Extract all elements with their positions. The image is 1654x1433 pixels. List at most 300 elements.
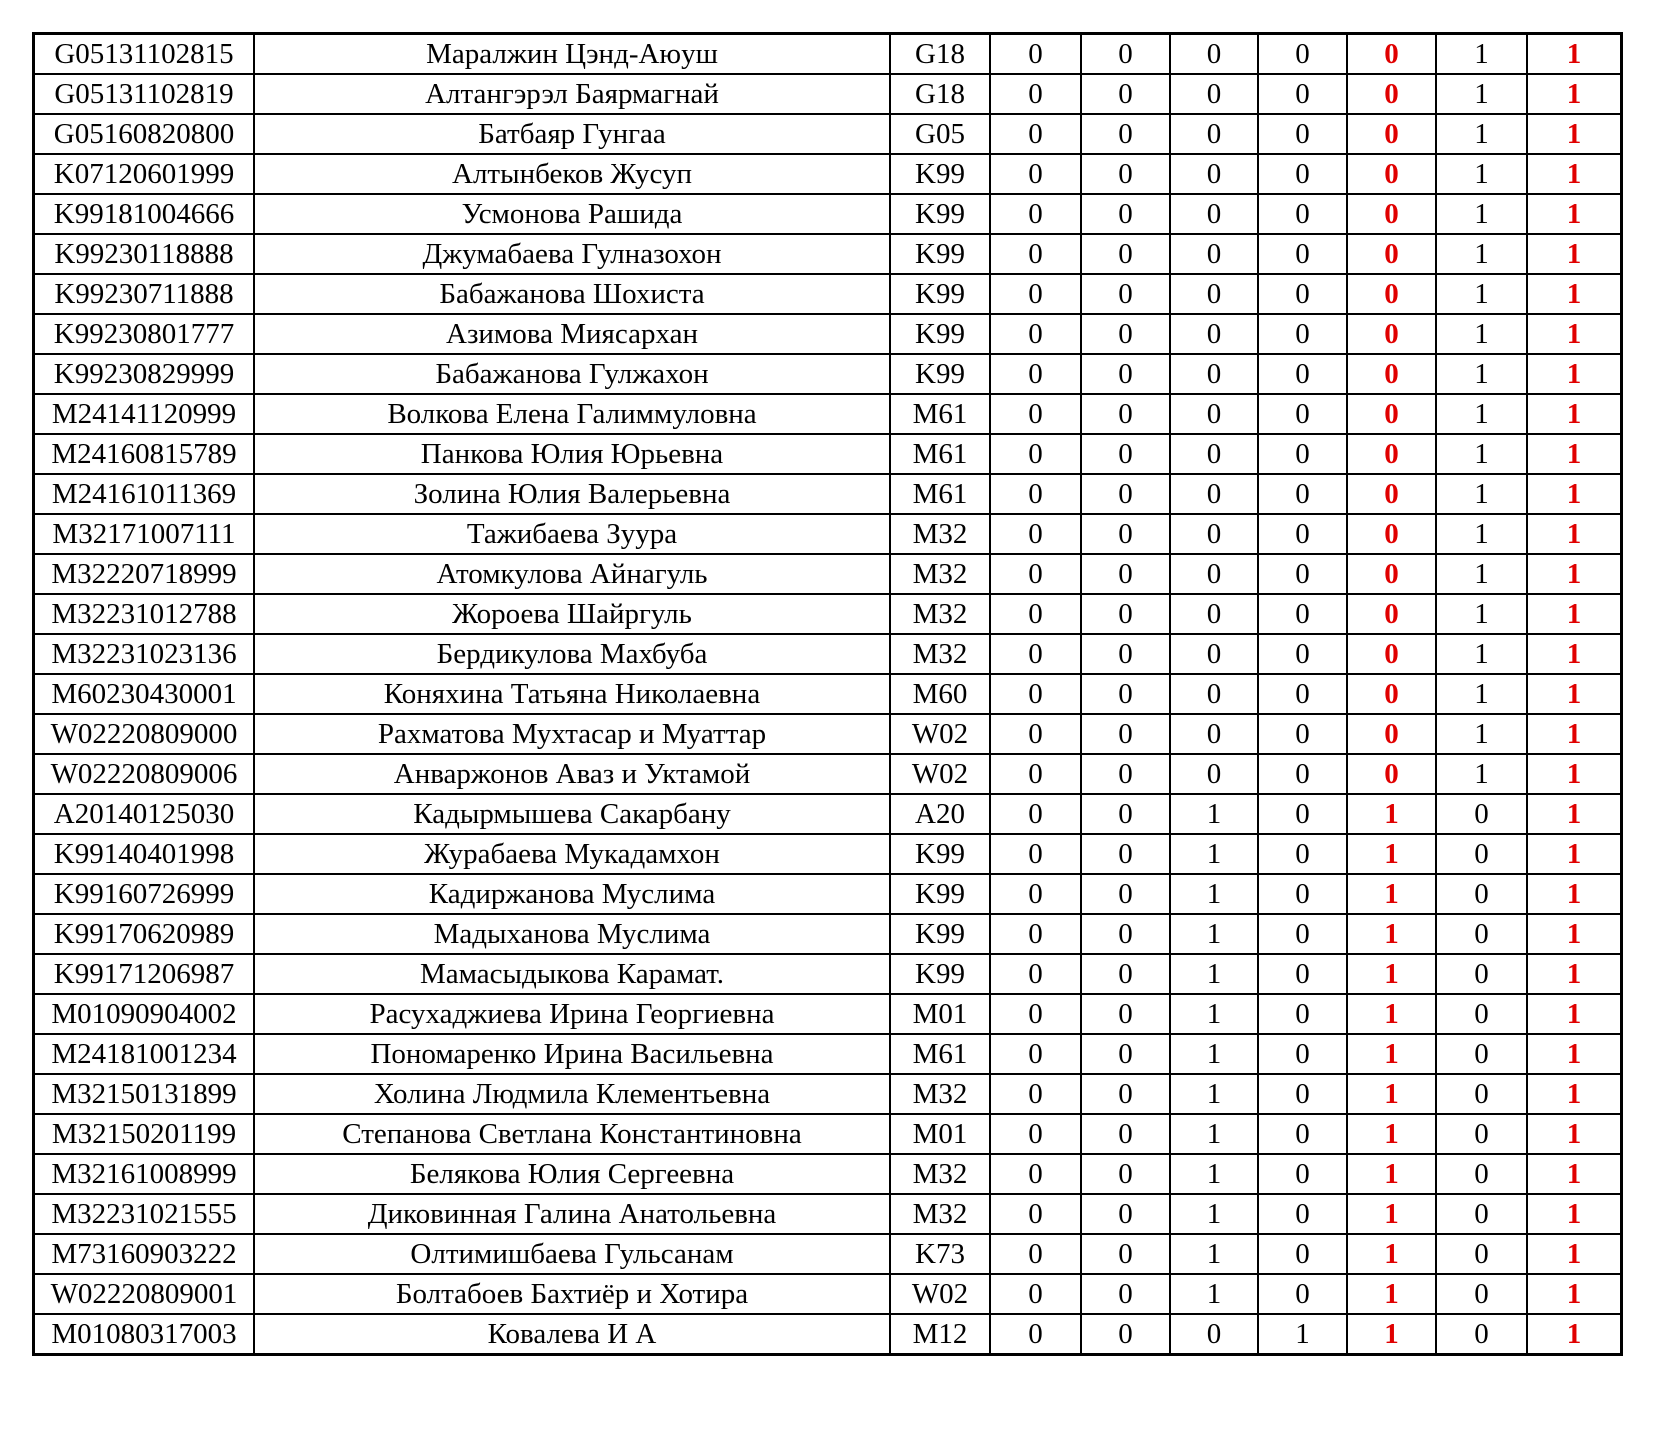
cell-value-5: 0 [1436,954,1527,994]
cell-sum-2: 1 [1527,594,1622,634]
cell-value-2: 0 [1081,114,1170,154]
cell-sum-1: 0 [1347,474,1436,514]
cell-sum-1: 1 [1347,1034,1436,1074]
cell-value-3: 1 [1170,794,1258,834]
cell-name: Кадырмышева Сакарбану [254,794,890,834]
cell-value-1: 0 [990,754,1081,794]
cell-sum-1: 1 [1347,1194,1436,1234]
cell-value-5: 1 [1436,514,1527,554]
cell-value-1: 0 [990,354,1081,394]
results-table [32,32,1623,1356]
table-row [34,514,1622,554]
cell-code: G05131102819 [34,74,255,114]
cell-value-3: 0 [1170,434,1258,474]
cell-code: M24141120999 [34,394,255,434]
table-row [34,1154,1622,1194]
cell-sum-1: 1 [1347,994,1436,1034]
cell-group: K99 [890,154,990,194]
table-row [34,1034,1622,1074]
cell-sum-2: 1 [1527,74,1622,114]
cell-value-4: 0 [1258,1074,1347,1114]
cell-value-1: 0 [990,514,1081,554]
cell-name: Усмонова Рашида [254,194,890,234]
cell-name: Коняхина Татьяна Николаевна [254,674,890,714]
cell-name: Жороева Шайргуль [254,594,890,634]
cell-value-2: 0 [1081,474,1170,514]
cell-value-2: 0 [1081,1034,1170,1074]
cell-value-3: 0 [1170,194,1258,234]
cell-sum-2: 1 [1527,154,1622,194]
cell-group: A20 [890,794,990,834]
cell-name: Бердикулова Махбуба [254,634,890,674]
cell-value-2: 0 [1081,234,1170,274]
cell-group: M32 [890,554,990,594]
cell-value-5: 0 [1436,1234,1527,1274]
cell-code: K99230829999 [34,354,255,394]
table-row [34,34,1622,75]
cell-name: Панкова Юлия Юрьевна [254,434,890,474]
cell-value-2: 0 [1081,274,1170,314]
cell-value-2: 0 [1081,1114,1170,1154]
cell-sum-1: 0 [1347,74,1436,114]
cell-group: M32 [890,1194,990,1234]
cell-value-4: 0 [1258,34,1347,75]
cell-value-4: 0 [1258,394,1347,434]
cell-value-4: 0 [1258,1114,1347,1154]
cell-name: Джумабаева Гулназохон [254,234,890,274]
cell-group: K99 [890,354,990,394]
cell-sum-1: 0 [1347,674,1436,714]
cell-name: Анваржонов Аваз и Уктамой [254,754,890,794]
cell-name: Диковинная Галина Анатольевна [254,1194,890,1234]
cell-value-4: 0 [1258,514,1347,554]
cell-sum-1: 0 [1347,194,1436,234]
table-row [34,154,1622,194]
cell-value-4: 0 [1258,634,1347,674]
table-body [34,34,1622,1355]
table-row [34,234,1622,274]
cell-value-3: 1 [1170,1234,1258,1274]
cell-value-4: 0 [1258,714,1347,754]
cell-name: Степанова Светлана Константиновна [254,1114,890,1154]
cell-value-4: 0 [1258,794,1347,834]
cell-code: M60230430001 [34,674,255,714]
cell-value-5: 0 [1436,1154,1527,1194]
cell-group: M32 [890,1074,990,1114]
cell-code: W02220809006 [34,754,255,794]
cell-value-4: 0 [1258,1274,1347,1314]
cell-sum-2: 1 [1527,674,1622,714]
cell-value-2: 0 [1081,354,1170,394]
cell-value-5: 0 [1436,1074,1527,1114]
cell-group: W02 [890,754,990,794]
cell-value-2: 0 [1081,1234,1170,1274]
cell-value-1: 0 [990,1314,1081,1355]
cell-value-1: 0 [990,1154,1081,1194]
cell-value-4: 0 [1258,74,1347,114]
cell-sum-2: 1 [1527,1154,1622,1194]
table-row [34,834,1622,874]
table-row [34,314,1622,354]
table-row [34,1114,1622,1154]
cell-sum-1: 0 [1347,434,1436,474]
cell-value-1: 0 [990,154,1081,194]
table-row [34,1314,1622,1355]
cell-sum-2: 1 [1527,354,1622,394]
cell-group: M61 [890,1034,990,1074]
cell-value-2: 0 [1081,154,1170,194]
cell-name: Журабаева Мукадамхон [254,834,890,874]
cell-value-2: 0 [1081,674,1170,714]
cell-sum-2: 1 [1527,1234,1622,1274]
cell-value-2: 0 [1081,514,1170,554]
cell-value-3: 0 [1170,114,1258,154]
cell-value-1: 0 [990,634,1081,674]
cell-name: Маралжин Цэнд-Аюуш [254,34,890,75]
cell-sum-1: 0 [1347,394,1436,434]
cell-value-2: 0 [1081,1194,1170,1234]
cell-value-5: 1 [1436,154,1527,194]
cell-value-4: 0 [1258,674,1347,714]
cell-name: Бабажанова Шохиста [254,274,890,314]
cell-name: Алтынбеков Жусуп [254,154,890,194]
cell-name: Алтангэрэл Баярмагнай [254,74,890,114]
cell-value-5: 1 [1436,354,1527,394]
cell-sum-2: 1 [1527,34,1622,75]
cell-value-3: 1 [1170,914,1258,954]
cell-name: Волкова Елена Галиммуловна [254,394,890,434]
cell-value-5: 0 [1436,794,1527,834]
cell-value-4: 0 [1258,874,1347,914]
table-row [34,1274,1622,1314]
cell-value-1: 0 [990,954,1081,994]
cell-sum-1: 1 [1347,1154,1436,1194]
cell-value-5: 1 [1436,754,1527,794]
cell-value-5: 0 [1436,1114,1527,1154]
cell-code: M32231012788 [34,594,255,634]
cell-sum-1: 0 [1347,234,1436,274]
cell-value-2: 0 [1081,314,1170,354]
cell-sum-2: 1 [1527,394,1622,434]
cell-value-3: 1 [1170,1074,1258,1114]
cell-code: M24181001234 [34,1034,255,1074]
cell-sum-2: 1 [1527,754,1622,794]
cell-value-4: 0 [1258,594,1347,634]
cell-sum-1: 1 [1347,1314,1436,1355]
cell-sum-1: 0 [1347,34,1436,75]
cell-value-2: 0 [1081,1154,1170,1194]
cell-name: Тажибаева Зуура [254,514,890,554]
cell-value-1: 0 [990,1034,1081,1074]
cell-value-4: 0 [1258,1234,1347,1274]
cell-value-5: 0 [1436,1194,1527,1234]
cell-value-3: 0 [1170,314,1258,354]
cell-value-1: 0 [990,194,1081,234]
cell-name: Болтабоев Бахтиёр и Хотира [254,1274,890,1314]
cell-value-3: 0 [1170,1314,1258,1355]
cell-sum-2: 1 [1527,1034,1622,1074]
cell-value-5: 1 [1436,234,1527,274]
cell-value-3: 0 [1170,594,1258,634]
cell-value-5: 0 [1436,834,1527,874]
cell-sum-1: 0 [1347,314,1436,354]
cell-group: M32 [890,594,990,634]
cell-value-5: 1 [1436,434,1527,474]
cell-name: Пономаренко Ирина Васильевна [254,1034,890,1074]
cell-value-1: 0 [990,674,1081,714]
cell-code: G05160820800 [34,114,255,154]
cell-code: K99230801777 [34,314,255,354]
cell-name: Бабажанова Гулжахон [254,354,890,394]
cell-value-2: 0 [1081,994,1170,1034]
cell-value-1: 0 [990,914,1081,954]
cell-group: K99 [890,314,990,354]
cell-value-3: 0 [1170,474,1258,514]
cell-value-5: 1 [1436,634,1527,674]
cell-sum-1: 1 [1347,794,1436,834]
cell-group: M60 [890,674,990,714]
table-row [34,354,1622,394]
cell-value-5: 1 [1436,74,1527,114]
cell-value-4: 0 [1258,154,1347,194]
cell-sum-1: 1 [1347,1114,1436,1154]
cell-value-1: 0 [990,1074,1081,1114]
cell-sum-2: 1 [1527,114,1622,154]
cell-sum-1: 0 [1347,154,1436,194]
cell-value-5: 1 [1436,674,1527,714]
cell-value-5: 1 [1436,554,1527,594]
cell-value-3: 1 [1170,1154,1258,1194]
cell-sum-1: 0 [1347,754,1436,794]
cell-code: M32171007111 [34,514,255,554]
cell-group: M61 [890,394,990,434]
cell-code: A20140125030 [34,794,255,834]
cell-value-5: 1 [1436,194,1527,234]
cell-code: M32161008999 [34,1154,255,1194]
cell-value-1: 0 [990,874,1081,914]
cell-code: M24160815789 [34,434,255,474]
cell-value-3: 1 [1170,1274,1258,1314]
cell-name: Олтимишбаева Гульсанам [254,1234,890,1274]
cell-sum-2: 1 [1527,874,1622,914]
cell-value-5: 0 [1436,994,1527,1034]
cell-name: Мадыханова Муслима [254,914,890,954]
cell-sum-2: 1 [1527,794,1622,834]
table-row [34,554,1622,594]
cell-value-4: 0 [1258,754,1347,794]
cell-sum-1: 0 [1347,554,1436,594]
cell-code: W02220809001 [34,1274,255,1314]
cell-name: Золина Юлия Валерьевна [254,474,890,514]
cell-code: K99230711888 [34,274,255,314]
table-row [34,1194,1622,1234]
table-row [34,274,1622,314]
cell-value-4: 0 [1258,554,1347,594]
cell-value-4: 0 [1258,994,1347,1034]
cell-value-2: 0 [1081,594,1170,634]
cell-name: Атомкулова Айнагуль [254,554,890,594]
cell-value-3: 0 [1170,754,1258,794]
cell-sum-2: 1 [1527,234,1622,274]
cell-group: K73 [890,1234,990,1274]
cell-value-1: 0 [990,1274,1081,1314]
cell-code: M32220718999 [34,554,255,594]
cell-code: G05131102815 [34,34,255,75]
cell-name: Батбаяр Гунгаа [254,114,890,154]
table-row [34,994,1622,1034]
cell-value-2: 0 [1081,434,1170,474]
cell-value-5: 0 [1436,1274,1527,1314]
table-row [34,194,1622,234]
cell-group: G05 [890,114,990,154]
cell-value-3: 0 [1170,514,1258,554]
cell-value-3: 0 [1170,554,1258,594]
cell-code: M73160903222 [34,1234,255,1274]
cell-value-2: 0 [1081,794,1170,834]
table-row [34,394,1622,434]
cell-sum-1: 1 [1347,1274,1436,1314]
cell-value-3: 1 [1170,874,1258,914]
cell-value-2: 0 [1081,554,1170,594]
cell-value-4: 0 [1258,434,1347,474]
cell-value-5: 1 [1436,394,1527,434]
table-row [34,794,1622,834]
cell-value-1: 0 [990,314,1081,354]
cell-sum-1: 1 [1347,834,1436,874]
cell-value-2: 0 [1081,914,1170,954]
table-row [34,74,1622,114]
cell-value-3: 0 [1170,154,1258,194]
cell-code: M32231021555 [34,1194,255,1234]
cell-value-4: 0 [1258,114,1347,154]
cell-value-5: 0 [1436,914,1527,954]
cell-name: Мамасыдыкова Карамат. [254,954,890,994]
table-row [34,674,1622,714]
cell-group: M61 [890,474,990,514]
cell-value-5: 1 [1436,714,1527,754]
cell-value-1: 0 [990,1194,1081,1234]
cell-value-4: 0 [1258,474,1347,514]
cell-value-1: 0 [990,994,1081,1034]
cell-value-3: 1 [1170,834,1258,874]
cell-value-2: 0 [1081,74,1170,114]
table-row [34,754,1622,794]
cell-value-1: 0 [990,114,1081,154]
results-sheet [32,32,1623,1356]
cell-sum-2: 1 [1527,194,1622,234]
cell-code: K07120601999 [34,154,255,194]
cell-value-2: 0 [1081,754,1170,794]
cell-group: G18 [890,34,990,75]
cell-value-1: 0 [990,834,1081,874]
cell-name: Азимова Миясархан [254,314,890,354]
cell-group: M32 [890,514,990,554]
cell-sum-1: 1 [1347,954,1436,994]
cell-value-1: 0 [990,274,1081,314]
cell-name: Ковалева И А [254,1314,890,1355]
table-row [34,1234,1622,1274]
table-row [34,474,1622,514]
cell-value-4: 0 [1258,914,1347,954]
cell-sum-2: 1 [1527,1274,1622,1314]
cell-sum-1: 0 [1347,594,1436,634]
cell-value-3: 0 [1170,274,1258,314]
cell-sum-2: 1 [1527,834,1622,874]
cell-group: M01 [890,994,990,1034]
cell-value-2: 0 [1081,1274,1170,1314]
cell-value-1: 0 [990,34,1081,75]
cell-value-1: 0 [990,714,1081,754]
cell-value-3: 0 [1170,634,1258,674]
cell-value-1: 0 [990,474,1081,514]
cell-value-4: 0 [1258,1154,1347,1194]
cell-value-1: 0 [990,594,1081,634]
table-row [34,954,1622,994]
cell-group: K99 [890,954,990,994]
cell-value-4: 0 [1258,1194,1347,1234]
cell-code: M32150201199 [34,1114,255,1154]
cell-group: M61 [890,434,990,474]
cell-value-4: 0 [1258,834,1347,874]
cell-value-3: 0 [1170,674,1258,714]
cell-value-2: 0 [1081,954,1170,994]
cell-value-4: 0 [1258,234,1347,274]
cell-name: Рахматова Мухтасар и Муаттар [254,714,890,754]
cell-value-1: 0 [990,1234,1081,1274]
cell-sum-2: 1 [1527,634,1622,674]
cell-code: M24161011369 [34,474,255,514]
cell-value-5: 1 [1436,274,1527,314]
cell-sum-2: 1 [1527,434,1622,474]
cell-sum-2: 1 [1527,714,1622,754]
table-row [34,594,1622,634]
cell-code: K99170620989 [34,914,255,954]
cell-sum-1: 0 [1347,274,1436,314]
cell-value-5: 1 [1436,314,1527,354]
cell-sum-1: 1 [1347,914,1436,954]
cell-group: K99 [890,194,990,234]
cell-sum-1: 0 [1347,634,1436,674]
cell-code: M01090904002 [34,994,255,1034]
cell-name: Холина Людмила Клементьевна [254,1074,890,1114]
cell-value-5: 1 [1436,474,1527,514]
cell-value-1: 0 [990,234,1081,274]
cell-value-2: 0 [1081,1314,1170,1355]
table-row [34,1074,1622,1114]
cell-value-4: 0 [1258,354,1347,394]
cell-value-3: 1 [1170,1114,1258,1154]
table-row [34,714,1622,754]
cell-value-1: 0 [990,394,1081,434]
cell-value-5: 0 [1436,1034,1527,1074]
cell-code: K99160726999 [34,874,255,914]
cell-value-2: 0 [1081,874,1170,914]
table-row [34,914,1622,954]
cell-value-2: 0 [1081,34,1170,75]
cell-sum-1: 0 [1347,514,1436,554]
cell-value-5: 0 [1436,874,1527,914]
cell-value-3: 1 [1170,954,1258,994]
cell-value-1: 0 [990,434,1081,474]
cell-value-3: 0 [1170,74,1258,114]
cell-sum-2: 1 [1527,474,1622,514]
cell-code: K99171206987 [34,954,255,994]
cell-code: K99230118888 [34,234,255,274]
cell-code: M32231023136 [34,634,255,674]
cell-code: K99181004666 [34,194,255,234]
cell-value-3: 1 [1170,1194,1258,1234]
cell-sum-2: 1 [1527,994,1622,1034]
